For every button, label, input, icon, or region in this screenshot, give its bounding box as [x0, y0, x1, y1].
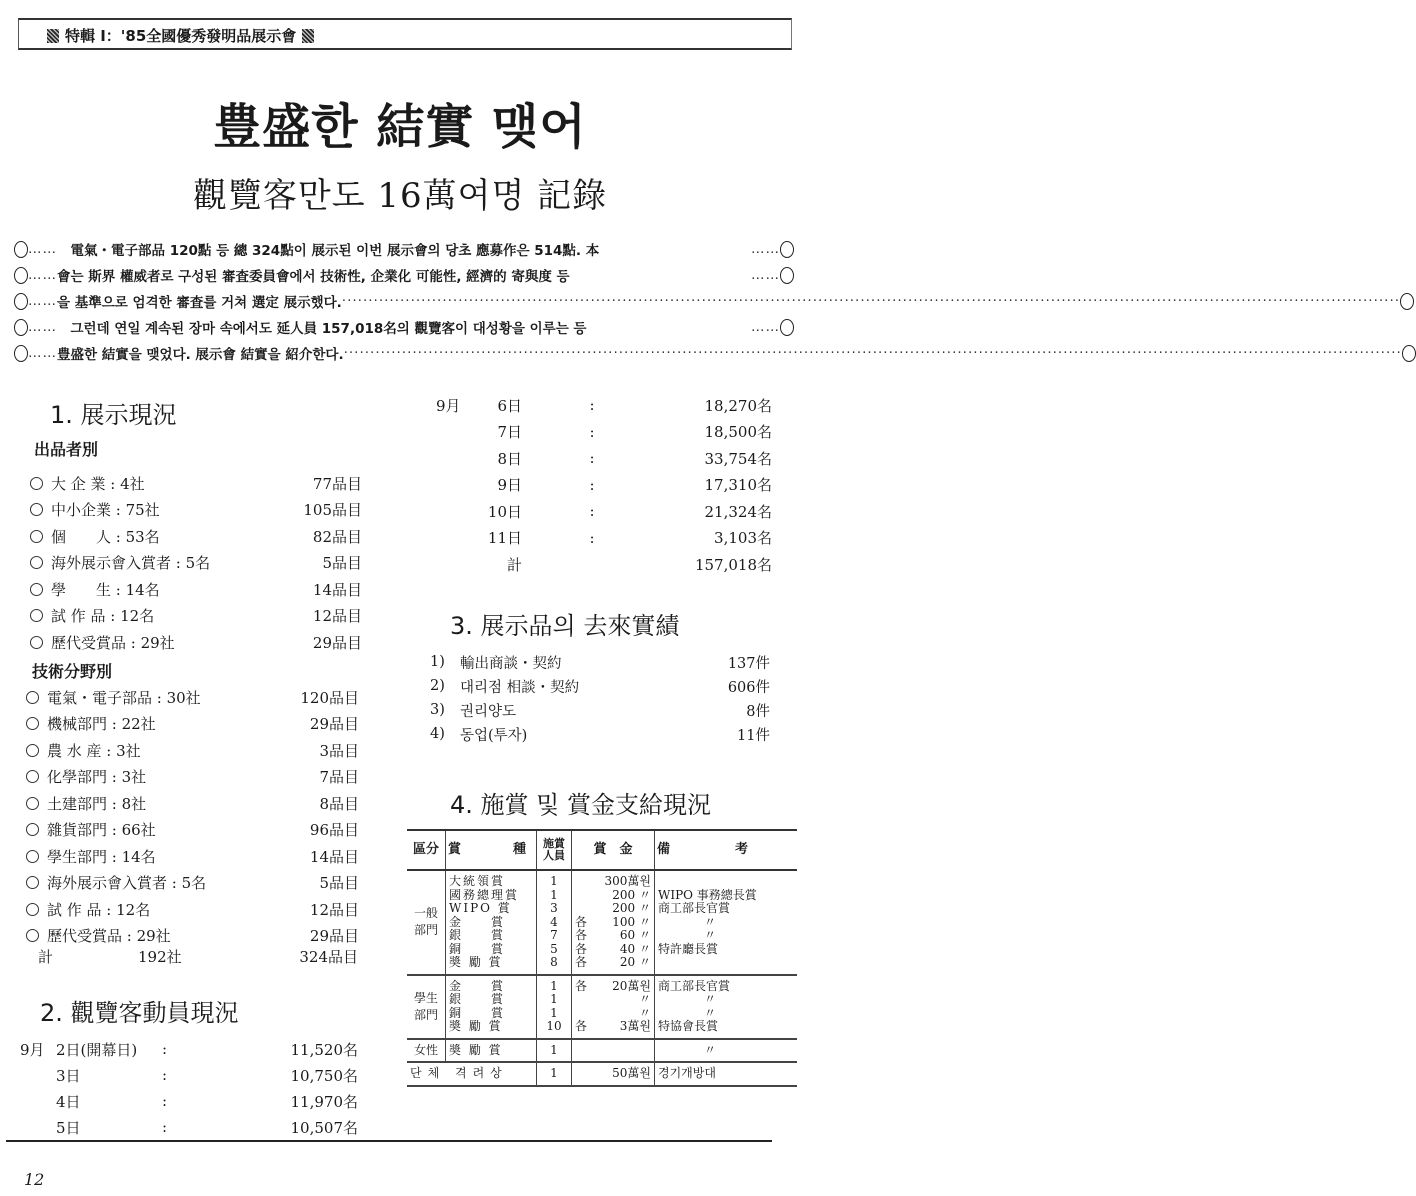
note-value: 〃 [704, 914, 717, 929]
item-value: 5品目 [322, 554, 362, 573]
list-item [30, 550, 362, 577]
hatch-block-icon [47, 29, 59, 43]
item-label: 學生部門 : 14名 [47, 847, 156, 866]
attendance-list-left [20, 1036, 358, 1140]
award-names [449, 980, 533, 1034]
award-count: 1 [550, 874, 558, 888]
list-item [26, 870, 359, 897]
lead-text: 電氣・電子部品 120點 등 總 324點이 展示된 이번 展示會의 당초 應募作은 514點. 本 [57, 243, 600, 259]
lead-text: 그런데 연일 계속된 장마 속에서도 延人員 157,018名의 觀覽客이 대성황을 이루는 등 [57, 321, 587, 337]
note-value: 特許廳長賞 [658, 941, 719, 956]
section4-title: 4. 施賞 및 賞金支給現況 [450, 791, 711, 819]
item-value: 14品目 [312, 580, 362, 599]
each-marker [575, 1067, 591, 1081]
award-name: 銅 賞 [449, 941, 506, 956]
lead-line [14, 262, 794, 288]
list-item [30, 470, 362, 497]
note-value: 商工部長官賞 [658, 978, 731, 993]
amount-cell [572, 1039, 655, 1063]
att-value: 17,310名 [704, 476, 772, 495]
circle-bullet-icon [30, 477, 43, 490]
ring-right-icon [780, 267, 794, 284]
circle-bullet-icon [30, 530, 43, 543]
series-header-text [41, 25, 320, 46]
amount-cell [572, 870, 655, 975]
item-value: 105品目 [303, 501, 362, 520]
list-item [30, 576, 362, 603]
attendance-row [436, 472, 772, 499]
amount-value: 3萬원 [619, 1019, 651, 1033]
amount-value: 50萬원 [612, 1066, 651, 1080]
att-day: 4日 [56, 1092, 81, 1111]
att-sep: : [589, 449, 595, 468]
list-item [26, 843, 359, 870]
award-names-cell [446, 1039, 537, 1063]
att-day: 9日 [497, 476, 522, 495]
amount-line [575, 956, 651, 970]
amount-line [575, 993, 651, 1007]
item-number: 1) [430, 654, 445, 670]
article-subtitle: 觀覽客만도 16萬여명 記錄 [192, 176, 608, 216]
item-label: 化學部門 : 3社 [47, 768, 147, 787]
att-sep: : [162, 1066, 168, 1084]
ring-right-icon [780, 241, 794, 258]
att-sep: : [589, 528, 595, 547]
by-field-list [26, 684, 359, 949]
by-exhibitor-list [30, 470, 362, 656]
award-name: 金 賞 [449, 978, 506, 993]
award-name: 大統領賞 [449, 874, 506, 888]
award-group-row [407, 1062, 797, 1086]
header-cell: 賞 金 [572, 830, 655, 870]
note-value: 〃 [704, 928, 717, 942]
item-label: 個 人 : 53名 [51, 527, 160, 546]
list-item [30, 629, 362, 656]
each-marker: 各 [575, 941, 588, 956]
transaction-list [430, 650, 770, 746]
list-item [26, 684, 359, 711]
series-label: 特輯 Ⅰ：'85全國優秀發明品展示會 [65, 27, 297, 45]
leader-dots: …… [28, 293, 57, 309]
lead-text: 豊盛한 結實을 맺었다. 展示會 結實을 紹介한다. [57, 347, 344, 363]
item-value: 606件 [727, 679, 770, 696]
award-table [407, 829, 797, 1087]
att-day: 5日 [56, 1118, 81, 1137]
award-name: 銀 賞 [449, 928, 506, 942]
hatch-block-icon [302, 29, 314, 43]
item-value: 137件 [727, 655, 770, 672]
note-cell [655, 975, 798, 1039]
circle-bullet-icon [26, 929, 39, 942]
leader-dots: …… [751, 319, 780, 335]
lead-text: 會는 斯界 權威者로 구성된 審査委員會에서 技術性, 企業化 可能性, 經濟的 寄與度 등 [57, 269, 570, 285]
lead-line [14, 314, 794, 340]
ring-left-icon [14, 319, 28, 336]
item-label: 學 生 : 14名 [51, 580, 160, 599]
list-item [26, 790, 359, 817]
item-value: 7品目 [319, 768, 359, 787]
header-cell: 備 考 [655, 830, 798, 870]
attendance-row [20, 1062, 358, 1088]
amount-line [575, 916, 651, 930]
award-count: 8 [550, 955, 558, 969]
award-group-row [407, 975, 797, 1039]
circle-bullet-icon [26, 823, 39, 836]
att-value: 157,018名 [694, 555, 772, 574]
amount-value: 60 〃 [619, 928, 651, 942]
each-marker: 各 [575, 928, 588, 942]
amount-line [575, 929, 651, 943]
award-name: 奬 勵 賞 [449, 955, 503, 969]
total-label: 計 [38, 947, 54, 966]
article-title: 豊盛한 結實 맺어 [213, 99, 587, 155]
transaction-item [430, 698, 770, 722]
circle-bullet-icon [30, 556, 43, 569]
amount-list [575, 875, 651, 970]
attendance-row [20, 1036, 358, 1062]
series-header [18, 18, 792, 50]
note-value: WIPO 事務總長賞 [658, 887, 757, 902]
count-list [540, 1044, 568, 1058]
item-value: 8件 [746, 703, 770, 720]
count-list [540, 1067, 568, 1081]
item-number: 2) [430, 678, 445, 694]
each-marker [575, 875, 591, 889]
award-name: 奬 勵 賞 [449, 1042, 503, 1057]
award-name: WIPO 賞 [449, 901, 512, 915]
att-value: 18,270名 [704, 396, 772, 415]
lead-line [14, 236, 794, 262]
attendance-row [436, 392, 772, 419]
att-sep: : [589, 396, 595, 415]
item-label: 機械部門 : 22社 [47, 715, 156, 734]
leader-dots: ········································································································································································································ [343, 345, 1402, 361]
circle-bullet-icon [26, 903, 39, 916]
count-list [540, 980, 568, 1034]
item-number: 4) [430, 726, 445, 742]
item-label: 試 作 品 : 12名 [51, 607, 155, 626]
attendance-row [20, 1088, 358, 1114]
category-cell: 단체 격려상 [407, 1062, 537, 1086]
list-item [30, 603, 362, 630]
item-label: 電氣・電子部品 : 30社 [47, 688, 201, 707]
total-value: 324品目 [299, 947, 358, 966]
att-sep: : [589, 422, 595, 441]
amount-value: 100 〃 [612, 914, 651, 929]
att-day: 7日 [497, 423, 522, 442]
ring-right-icon [1400, 293, 1414, 310]
leader-dots: …… [28, 319, 57, 335]
header-cell: 施賞人員 [537, 830, 572, 870]
lead-line [14, 288, 1401, 314]
amount-value: 300萬원 [604, 874, 651, 888]
award-name: 銀 賞 [449, 992, 506, 1006]
att-day: 6日 [497, 396, 522, 415]
award-count: 1 [550, 1005, 558, 1020]
att-month: 9月 [436, 396, 461, 415]
by-field-heading: 技術分野別 [32, 662, 113, 681]
att-value: 11,520名 [290, 1040, 358, 1059]
leader-dots: …… [28, 241, 57, 257]
item-value: 3品目 [319, 741, 359, 760]
count-cell [537, 975, 572, 1039]
each-marker: 各 [575, 955, 588, 969]
att-value: 18,500名 [704, 423, 772, 442]
item-label: 試 作 品 : 12名 [47, 900, 151, 919]
attendance-row [20, 1114, 358, 1140]
att-value: 11,970名 [290, 1092, 358, 1111]
att-value: 10,507名 [290, 1118, 358, 1137]
amount-value: 200 〃 [612, 901, 651, 915]
ring-left-icon [14, 345, 28, 362]
each-marker [575, 902, 591, 916]
award-name: 國務總理賞 [449, 887, 520, 902]
item-label: 권리양도 [460, 703, 517, 720]
item-label: 동업(투자) [460, 727, 528, 744]
att-value: 3,103名 [714, 529, 772, 548]
att-day: 11日 [487, 529, 522, 548]
section3-title: 3. 展示品의 去來實績 [450, 612, 680, 640]
item-value: 29品目 [312, 633, 362, 652]
item-value: 12品目 [312, 607, 362, 626]
bottom-rule [6, 1140, 772, 1142]
note-list [658, 1067, 794, 1081]
item-label: 海外展示會入賞者 : 5名 [47, 874, 207, 893]
lead-line [14, 340, 1402, 366]
list-item [30, 523, 362, 550]
ring-left-icon [14, 293, 28, 310]
note-value: 〃 [704, 992, 717, 1006]
attendance-row [436, 551, 772, 578]
circle-bullet-icon [30, 609, 43, 622]
note-cell [655, 1039, 798, 1063]
leader-dots: …… [751, 267, 780, 283]
circle-bullet-icon [26, 744, 39, 757]
award-count: 1 [550, 992, 558, 1006]
amount-value: 〃 [638, 992, 651, 1006]
item-label: 農 水 産 : 3社 [47, 741, 141, 760]
note-value: 〃 [704, 1042, 717, 1057]
table-header-row [407, 830, 797, 870]
item-value: 96品目 [309, 821, 359, 840]
item-label: 歷代受賞品 : 29社 [47, 927, 171, 946]
award-name: 奬 勵 賞 [449, 1019, 503, 1033]
note-value: 特協會長賞 [658, 1019, 719, 1033]
note-list [658, 889, 794, 957]
amount-value: 20 〃 [619, 955, 651, 969]
list-item [26, 764, 359, 791]
circle-bullet-icon [30, 583, 43, 596]
ring-left-icon [14, 267, 28, 284]
item-label: 대리점 相談・契約 [460, 679, 580, 696]
attendance-row [436, 445, 772, 472]
item-value: 11件 [737, 727, 770, 744]
each-marker: 各 [575, 914, 588, 929]
award-count: 1 [550, 1042, 558, 1057]
circle-bullet-icon [30, 503, 43, 516]
item-number: 3) [430, 702, 445, 718]
award-count: 7 [550, 928, 558, 942]
award-names-cell [446, 975, 537, 1039]
section1-title: 1. 展示現況 [50, 401, 177, 429]
amount-line [575, 875, 651, 889]
note-value: 경기개방대 [658, 1066, 716, 1080]
lead-text: 을 基準으로 엄격한 審査를 거쳐 選定 展示했다. [57, 295, 342, 311]
amount-cell [572, 975, 655, 1039]
ring-right-icon [1402, 345, 1416, 362]
amount-line [575, 1007, 651, 1021]
award-count: 3 [550, 901, 558, 915]
item-value: 12品目 [309, 900, 359, 919]
item-value: 5品目 [319, 874, 359, 893]
award-names [449, 875, 533, 970]
ring-left-icon [14, 241, 28, 258]
amount-value: 200 〃 [612, 887, 651, 902]
list-item [26, 711, 359, 738]
att-value: 21,324名 [704, 502, 772, 521]
ring-right-icon [780, 319, 794, 336]
circle-bullet-icon [26, 770, 39, 783]
amount-line [575, 1020, 651, 1034]
award-count: 10 [546, 1019, 562, 1033]
award-group-row [407, 870, 797, 975]
amount-line [575, 889, 651, 903]
award-count: 1 [550, 887, 558, 902]
att-sep: : [589, 475, 595, 494]
section2-title: 2. 觀覽客動員現況 [40, 999, 239, 1027]
circle-bullet-icon [26, 797, 39, 810]
by-exhibitor-heading: 出品者別 [34, 440, 99, 459]
item-value: 77品目 [312, 474, 362, 493]
att-value: 33,754名 [704, 449, 772, 468]
award-name: 金 賞 [449, 914, 506, 929]
header-cell: 區分 [407, 830, 446, 870]
count-cell [537, 870, 572, 975]
amount-line [575, 1067, 651, 1081]
attendance-row [436, 419, 772, 446]
leader-dots: …… [751, 241, 780, 257]
circle-bullet-icon [26, 850, 39, 863]
note-list [658, 980, 794, 1034]
each-marker [575, 993, 591, 1007]
count-list [540, 875, 568, 970]
note-cell [655, 1062, 798, 1086]
att-day: 8日 [497, 449, 522, 468]
category-cell: 一般部門 [407, 870, 446, 975]
note-list [658, 1044, 794, 1058]
item-value: 29品目 [309, 715, 359, 734]
att-month: 9月 [20, 1040, 45, 1059]
leader-dots: ········································································································································································································ [341, 293, 1401, 309]
item-value: 120品目 [300, 688, 359, 707]
amount-line [575, 902, 651, 916]
item-label: 土建部門 : 8社 [47, 794, 147, 813]
item-value: 29品目 [309, 927, 359, 946]
amount-list [575, 1067, 651, 1081]
att-sep: : [162, 1092, 168, 1110]
each-marker: 各 [575, 978, 588, 993]
amount-value: 20萬원 [612, 978, 651, 993]
attendance-row [436, 498, 772, 525]
amount-list [575, 980, 651, 1034]
circle-bullet-icon [26, 691, 39, 704]
note-cell [655, 870, 798, 975]
att-day: 10日 [487, 502, 522, 521]
list-item [26, 817, 359, 844]
award-group-row [407, 1039, 797, 1063]
item-label: 輸出商談・契約 [460, 655, 562, 672]
award-count: 4 [550, 914, 558, 929]
by-field-total [38, 943, 358, 970]
att-day: 2日(開幕日) [56, 1040, 138, 1059]
item-label: 中小企業 : 75社 [51, 501, 160, 520]
att-day: 計 [506, 555, 522, 574]
item-value: 8品目 [319, 794, 359, 813]
lead-paragraph [14, 236, 1402, 366]
transaction-item [430, 650, 770, 674]
award-count: 1 [550, 1066, 558, 1080]
category-cell: 女性 [407, 1039, 446, 1063]
count-cell [537, 1039, 572, 1063]
item-label: 海外展示會入賞者 : 5名 [51, 554, 211, 573]
transaction-item [430, 722, 770, 746]
amount-value: 〃 [638, 1005, 651, 1020]
award-name: 銅 賞 [449, 1005, 506, 1020]
amount-line [575, 980, 651, 994]
att-day: 3日 [56, 1066, 81, 1085]
note-value: 商工部長官賞 [658, 901, 731, 915]
item-label: 大 企 業 : 4社 [51, 474, 145, 493]
note-value: 〃 [704, 1005, 717, 1020]
award-count: 1 [550, 978, 558, 993]
circle-bullet-icon [26, 717, 39, 730]
attendance-row [436, 525, 772, 552]
list-item [26, 896, 359, 923]
att-sep: : [162, 1118, 168, 1136]
circle-bullet-icon [30, 636, 43, 649]
circle-bullet-icon [26, 876, 39, 889]
amount-line [575, 943, 651, 957]
each-marker [575, 889, 591, 903]
award-names-cell [446, 870, 537, 975]
amount-value: 40 〃 [619, 941, 651, 956]
header-cell: 賞 種 [446, 830, 537, 870]
transaction-item [430, 674, 770, 698]
item-label: 歷代受賞品 : 29社 [51, 633, 175, 652]
count-cell [537, 1062, 572, 1086]
award-names [449, 1044, 533, 1058]
att-sep: : [162, 1040, 168, 1058]
total-companies: 192社 [138, 947, 182, 966]
each-marker [575, 1007, 591, 1021]
att-value: 10,750名 [290, 1066, 358, 1085]
list-item [30, 497, 362, 524]
item-value: 82品目 [312, 527, 362, 546]
page-number: 12 [24, 1170, 45, 1189]
award-count: 5 [550, 941, 558, 956]
leader-dots: …… [28, 345, 57, 361]
amount-cell [572, 1062, 655, 1086]
each-marker: 各 [575, 1019, 588, 1033]
category-cell: 學生部門 [407, 975, 446, 1039]
attendance-list-right [436, 392, 772, 578]
item-label: 雜貨部門 : 66社 [47, 821, 156, 840]
list-item [26, 737, 359, 764]
att-sep: : [589, 502, 595, 521]
leader-dots: …… [28, 267, 57, 283]
item-value: 14品目 [309, 847, 359, 866]
